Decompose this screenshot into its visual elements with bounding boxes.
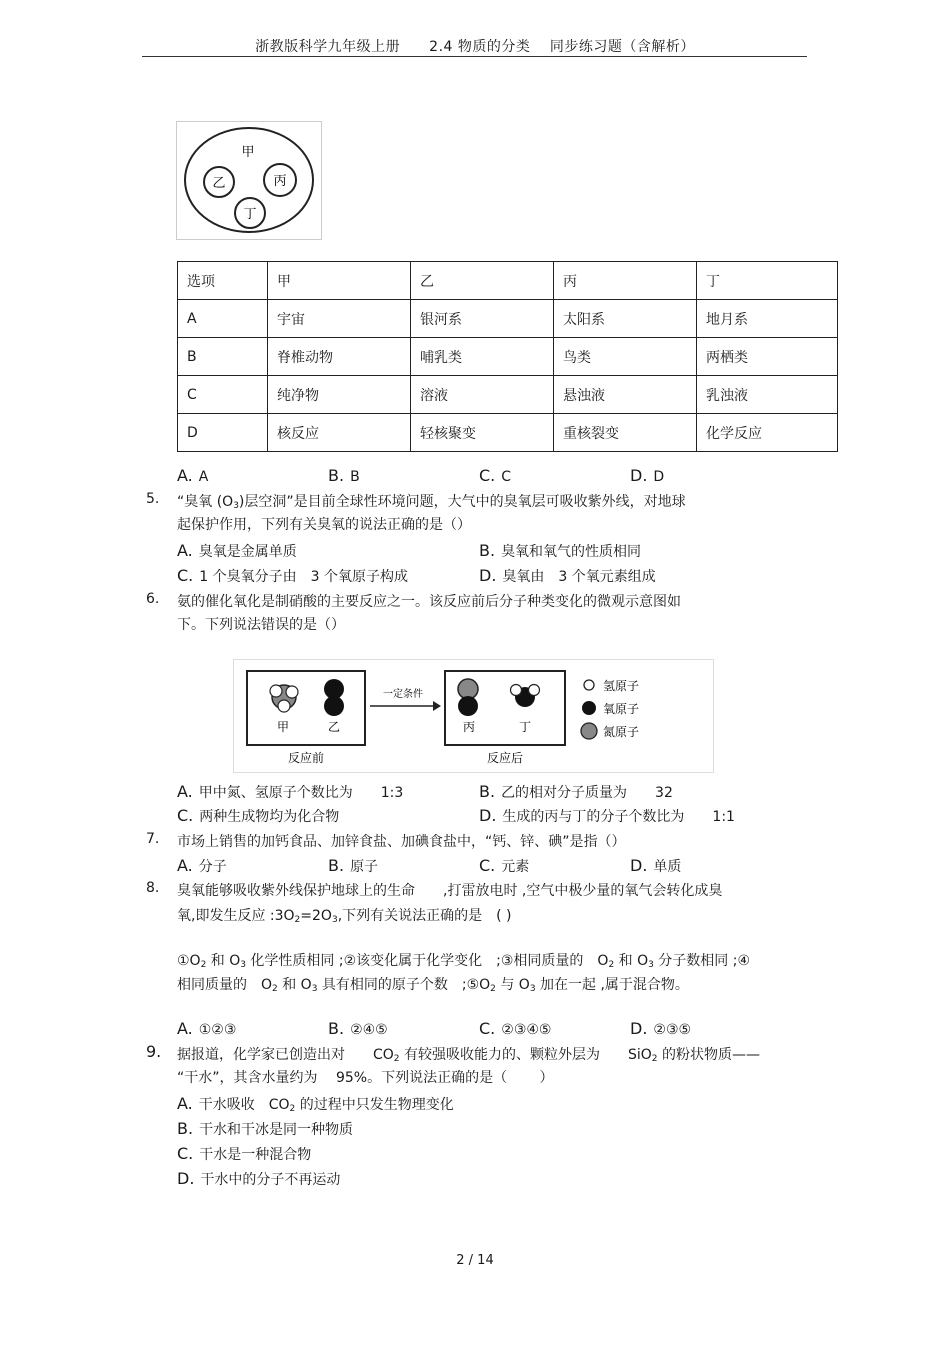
venn-label-bing: 丙 xyxy=(273,174,287,189)
hydrogen-atom-icon xyxy=(286,686,298,698)
table-row xyxy=(178,376,838,414)
page-header: 浙教版科学九年级上册 2.4 物质的分类 同步练习题（含解析） xyxy=(255,39,695,55)
table-cell: D xyxy=(178,414,268,452)
legend-hydrogen: 氢原子 xyxy=(603,679,640,693)
table-cell: 化学反应 xyxy=(697,414,838,452)
q9-number: 9. xyxy=(146,1042,162,1061)
label-before: 反应前 xyxy=(287,751,325,765)
table-cell: 重核裂变 xyxy=(554,414,697,452)
venn-diagram xyxy=(176,121,322,240)
q9-option-b[interactable]: B. 干水和干冰是同一种物质 xyxy=(177,1119,354,1138)
q5-number: 5. xyxy=(146,491,160,507)
table-row xyxy=(178,338,838,376)
hydrogen-atom-icon xyxy=(270,685,282,697)
q7-option-d[interactable]: D. 单质 xyxy=(630,856,682,875)
q8-option-b[interactable]: B. ②④⑤ xyxy=(328,1019,388,1038)
page-number: 2 / 14 xyxy=(456,1253,494,1268)
table-cell: 鸟类 xyxy=(554,338,697,376)
table-cell: 乙 xyxy=(411,262,554,300)
q6-option-d[interactable]: D. 生成的丙与丁的分子个数比为 1:1 xyxy=(479,806,735,825)
table-header-row xyxy=(178,262,838,300)
table-cell: 银河系 xyxy=(411,300,554,338)
table-cell: 轻核聚变 xyxy=(411,414,554,452)
q9-option-d[interactable]: D. 干水中的分子不再运动 xyxy=(177,1169,341,1188)
table-cell: 溶液 xyxy=(411,376,554,414)
table-cell: 选项 xyxy=(178,262,268,300)
q9-option-a[interactable]: A. 干水吸收 $CO_2$ 的过程中只发生物理变化 xyxy=(177,1094,454,1114)
reaction-diagram xyxy=(233,659,714,773)
legend-hydrogen-icon xyxy=(584,680,594,690)
q9-stem-line2: “干水”，其含水量约为 95%。下列说法正确的是（ ） xyxy=(177,1070,554,1086)
q5-stem-line2: 起保护作用，下列有关臭氧的说法正确的是（） xyxy=(177,517,471,533)
table-cell: 两栖类 xyxy=(697,338,838,376)
legend-oxygen-icon xyxy=(582,701,596,715)
label-yi: 乙 xyxy=(327,720,341,734)
q5-option-a[interactable]: A. 臭氧是金属单质 xyxy=(177,541,297,560)
oxygen-atom-icon xyxy=(458,696,478,716)
hydrogen-atom-icon xyxy=(511,685,522,696)
table-cell: 宇宙 xyxy=(268,300,411,338)
table-row xyxy=(178,300,838,338)
label-ding: 丁 xyxy=(518,720,532,734)
q6-number: 6. xyxy=(146,591,160,607)
q5-stem-line1: “臭氧 $(O_3)$层空洞”是目前全球性环境问题，大气中的臭氧层可吸收紫外线，对地球 xyxy=(177,494,686,511)
header-rule xyxy=(142,56,807,57)
table-cell: 纯净物 xyxy=(268,376,411,414)
q6-option-b[interactable]: B. 乙的相对分子质量为 32 xyxy=(479,782,673,801)
q7-option-c[interactable]: C. 元素 xyxy=(479,856,530,875)
q8-stem-line2: 氧,即发生反应 $:3O_2=2O_3$,下列有关说法正确的是 ( ) xyxy=(177,908,512,925)
table-cell: 甲 xyxy=(268,262,411,300)
q5-option-b[interactable]: B. 臭氧和氧气的性质相同 xyxy=(479,541,642,560)
q8-option-c[interactable]: C. ②③④⑤ xyxy=(479,1019,552,1038)
q7-option-b[interactable]: B. 原子 xyxy=(328,856,379,875)
q7-option-a[interactable]: A. 分子 xyxy=(177,856,227,875)
arrow-icon xyxy=(433,701,441,711)
q4-option-c[interactable]: C. C xyxy=(479,466,512,485)
table-cell: C xyxy=(178,376,268,414)
q8-number: 8. xyxy=(146,880,160,896)
q5-option-c[interactable]: C. 1 个臭氧分子由 3 个氧原子构成 xyxy=(177,566,408,585)
q8-statements-line2: 相同质量的 $O_2$ 和 $O_3$ 具有相同的原子个数 $;⑤O_2$ 与 $O_3$ 加在一起 ,属于混合物。 xyxy=(177,977,689,994)
q8-option-d[interactable]: D. ②③⑤ xyxy=(630,1019,692,1038)
table-cell: 哺乳类 xyxy=(411,338,554,376)
q6-option-c[interactable]: C. 两种生成物均为化合物 xyxy=(177,806,340,825)
q4-option-d[interactable]: D. D xyxy=(630,466,665,485)
q8-option-a[interactable]: A. ①②③ xyxy=(177,1019,237,1038)
q7-number: 7. xyxy=(146,831,160,847)
label-jia: 甲 xyxy=(276,720,290,734)
classification-table xyxy=(177,261,838,452)
q9-option-c[interactable]: C. 干水是一种混合物 xyxy=(177,1144,312,1163)
table-cell: 太阳系 xyxy=(554,300,697,338)
hydrogen-atom-icon xyxy=(278,700,290,712)
table-cell: 悬浊液 xyxy=(554,376,697,414)
label-after: 反应后 xyxy=(486,751,524,765)
q5-option-d[interactable]: D. 臭氧由 3 个氧元素组成 xyxy=(479,566,656,585)
q6-option-a[interactable]: A. 甲中氮、氢原子个数比为 1:3 xyxy=(177,782,404,801)
table-row xyxy=(178,414,838,452)
q4-option-b[interactable]: B. B xyxy=(328,466,360,485)
hydrogen-atom-icon xyxy=(529,685,540,696)
table-cell: A xyxy=(178,300,268,338)
table-cell: 核反应 xyxy=(268,414,411,452)
table-cell: 丁 xyxy=(697,262,838,300)
q8-statements-line1: $①O_2$ 和 $O_3$ 化学性质相同 ;②该变化属于化学变化 ;③相同质量的 $O_2$ 和 $O_3$ 分子数相同 ;④ xyxy=(177,953,750,970)
label-bing: 丙 xyxy=(462,720,476,734)
arrow-condition: 一定条件 xyxy=(383,689,423,700)
legend-nitrogen: 氮原子 xyxy=(603,725,640,739)
table-cell: 地月系 xyxy=(697,300,838,338)
table-cell: 乳浊液 xyxy=(697,376,838,414)
q7-stem: 市场上销售的加钙食品、加锌食盐、加碘食盐中，“钙、锌、碘”是指（） xyxy=(177,834,626,850)
table-cell: 脊椎动物 xyxy=(268,338,411,376)
q6-stem-line2: 下。下列说法错误的是（） xyxy=(177,617,345,633)
venn-label-yi: 乙 xyxy=(212,176,226,191)
q6-stem-line1: 氨的催化氧化是制硝酸的主要反应之一。该反应前后分子种类变化的微观示意图如 xyxy=(177,594,681,610)
venn-label-ding: 丁 xyxy=(243,207,257,222)
q9-stem-line1: 据报道，化学家已创造出对 $CO_2$ 有较强吸收能力的、颗粒外层为 SiO$_2$ 的粉状物质—— xyxy=(177,1047,760,1064)
venn-label-jia: 甲 xyxy=(241,145,255,160)
q4-option-a[interactable]: A. A xyxy=(177,466,209,485)
oxygen-atom-icon xyxy=(324,696,344,716)
legend-nitrogen-icon xyxy=(581,723,597,739)
legend-oxygen: 氧原子 xyxy=(603,702,640,716)
table-cell: B xyxy=(178,338,268,376)
table-cell: 丙 xyxy=(554,262,697,300)
q8-stem-line1: 臭氧能够吸收紫外线保护地球上的生命 ,打雷放电时 ,空气中极少量的氧气会转化成臭 xyxy=(177,883,723,899)
